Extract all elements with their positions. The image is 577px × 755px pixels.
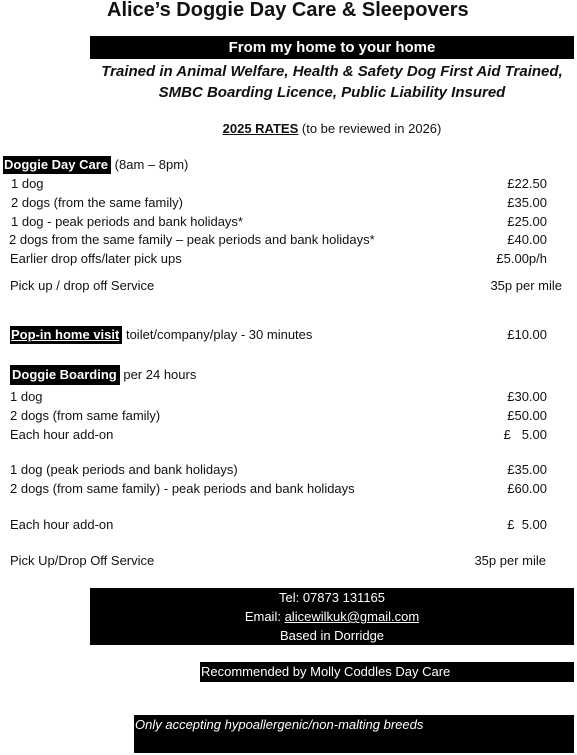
- price-item: Pick Up/Drop Off Service: [10, 553, 155, 568]
- price-value: £25.00: [507, 214, 547, 229]
- price-item: 1 dog (peak periods and bank holidays): [10, 462, 238, 477]
- price-value: £35.00: [507, 462, 547, 477]
- contact-location: Based in Dorridge: [279, 628, 385, 643]
- recommendation-text: Recommended by Molly Coddles Day Care: [201, 664, 451, 679]
- price-row: [10, 426, 547, 444]
- contact-email-link[interactable]: alicewilkuk@gmail.com: [284, 609, 420, 624]
- popin-heading: [10, 326, 312, 344]
- tagline-banner: From my home to your home: [90, 36, 574, 59]
- price-item: 2 dogs (from same family) - peak periods and bank holidays: [10, 481, 355, 496]
- price-row: [10, 388, 547, 406]
- price-row: [10, 461, 547, 479]
- price-value: £10.00: [507, 327, 547, 342]
- price-item: Earlier drop offs/later pick ups: [10, 251, 182, 266]
- popin-label: Pop-in home visit: [10, 326, 122, 344]
- price-value: £22.50: [507, 176, 547, 191]
- price-item: Each hour add-on: [10, 427, 114, 442]
- price-item: 1 dog: [10, 389, 43, 404]
- price-item: 1 dog - peak periods and bank holidays*: [11, 214, 243, 229]
- day-care-hours: (8am – 8pm): [114, 157, 189, 172]
- rates-title: 2025 RATES: [222, 121, 299, 136]
- breeds-notice-text: Only accepting hypoallergenic/non-malting breeds: [135, 717, 424, 732]
- contact-box: [90, 588, 574, 645]
- day-care-heading: [3, 157, 188, 172]
- price-value: £ 5.00: [503, 427, 547, 442]
- price-item: 2 dogs (from same family): [10, 408, 161, 423]
- price-value: £30.00: [507, 389, 547, 404]
- price-row: [10, 277, 562, 295]
- contact-email-label: Email:: [244, 609, 281, 624]
- price-row: [10, 175, 547, 193]
- qualifications-line-1: Trained in Animal Welfare, Health & Safety Dog First Aid Trained,: [101, 63, 563, 80]
- price-row: [10, 480, 547, 498]
- price-row: [10, 552, 546, 570]
- boarding-heading: [10, 367, 196, 382]
- rates-heading: [0, 121, 577, 136]
- popin-desc: toilet/company/play - 30 minutes: [125, 327, 313, 342]
- price-value: £ 5.00: [507, 517, 547, 532]
- page-title: Alice’s Doggie Day Care & Sleepovers: [107, 0, 469, 21]
- contact-phone: Tel: 07873 131165: [278, 590, 386, 605]
- qualifications: [90, 61, 574, 103]
- price-row: [10, 407, 547, 425]
- price-item: 2 dogs (from the same family): [11, 195, 183, 210]
- price-value: 35p per mile: [490, 278, 562, 293]
- price-item: 1 dog: [11, 176, 44, 191]
- recommendation-banner: [200, 662, 574, 682]
- price-value: £35.00: [507, 195, 547, 210]
- price-item: Each hour add-on: [10, 517, 114, 532]
- qualifications-line-2: SMBC Boarding Licence, Public Liability Insured: [158, 84, 506, 101]
- price-row: [10, 213, 547, 231]
- price-item: Pick up / drop off Service: [10, 278, 155, 293]
- price-row: [10, 516, 547, 534]
- boarding-note: per 24 hours: [123, 367, 197, 382]
- price-item: 2 dogs from the same family – peak periods and bank holidays*: [9, 232, 375, 247]
- price-row: [10, 250, 547, 268]
- price-value: £50.00: [507, 408, 547, 423]
- rates-note: (to be reviewed in 2026): [301, 121, 442, 136]
- popin-row: [10, 326, 547, 344]
- price-row: [10, 194, 547, 212]
- price-value: £5.00p/h: [496, 251, 547, 266]
- contact-email-line: [90, 607, 574, 626]
- price-value: £60.00: [507, 481, 547, 496]
- breeds-notice: [134, 715, 574, 753]
- price-value: £40.00: [507, 232, 547, 247]
- price-row: [10, 231, 547, 249]
- price-value: 35p per mile: [474, 553, 546, 568]
- boarding-label: Doggie Boarding: [10, 365, 120, 385]
- day-care-label: Doggie Day Care: [3, 156, 111, 174]
